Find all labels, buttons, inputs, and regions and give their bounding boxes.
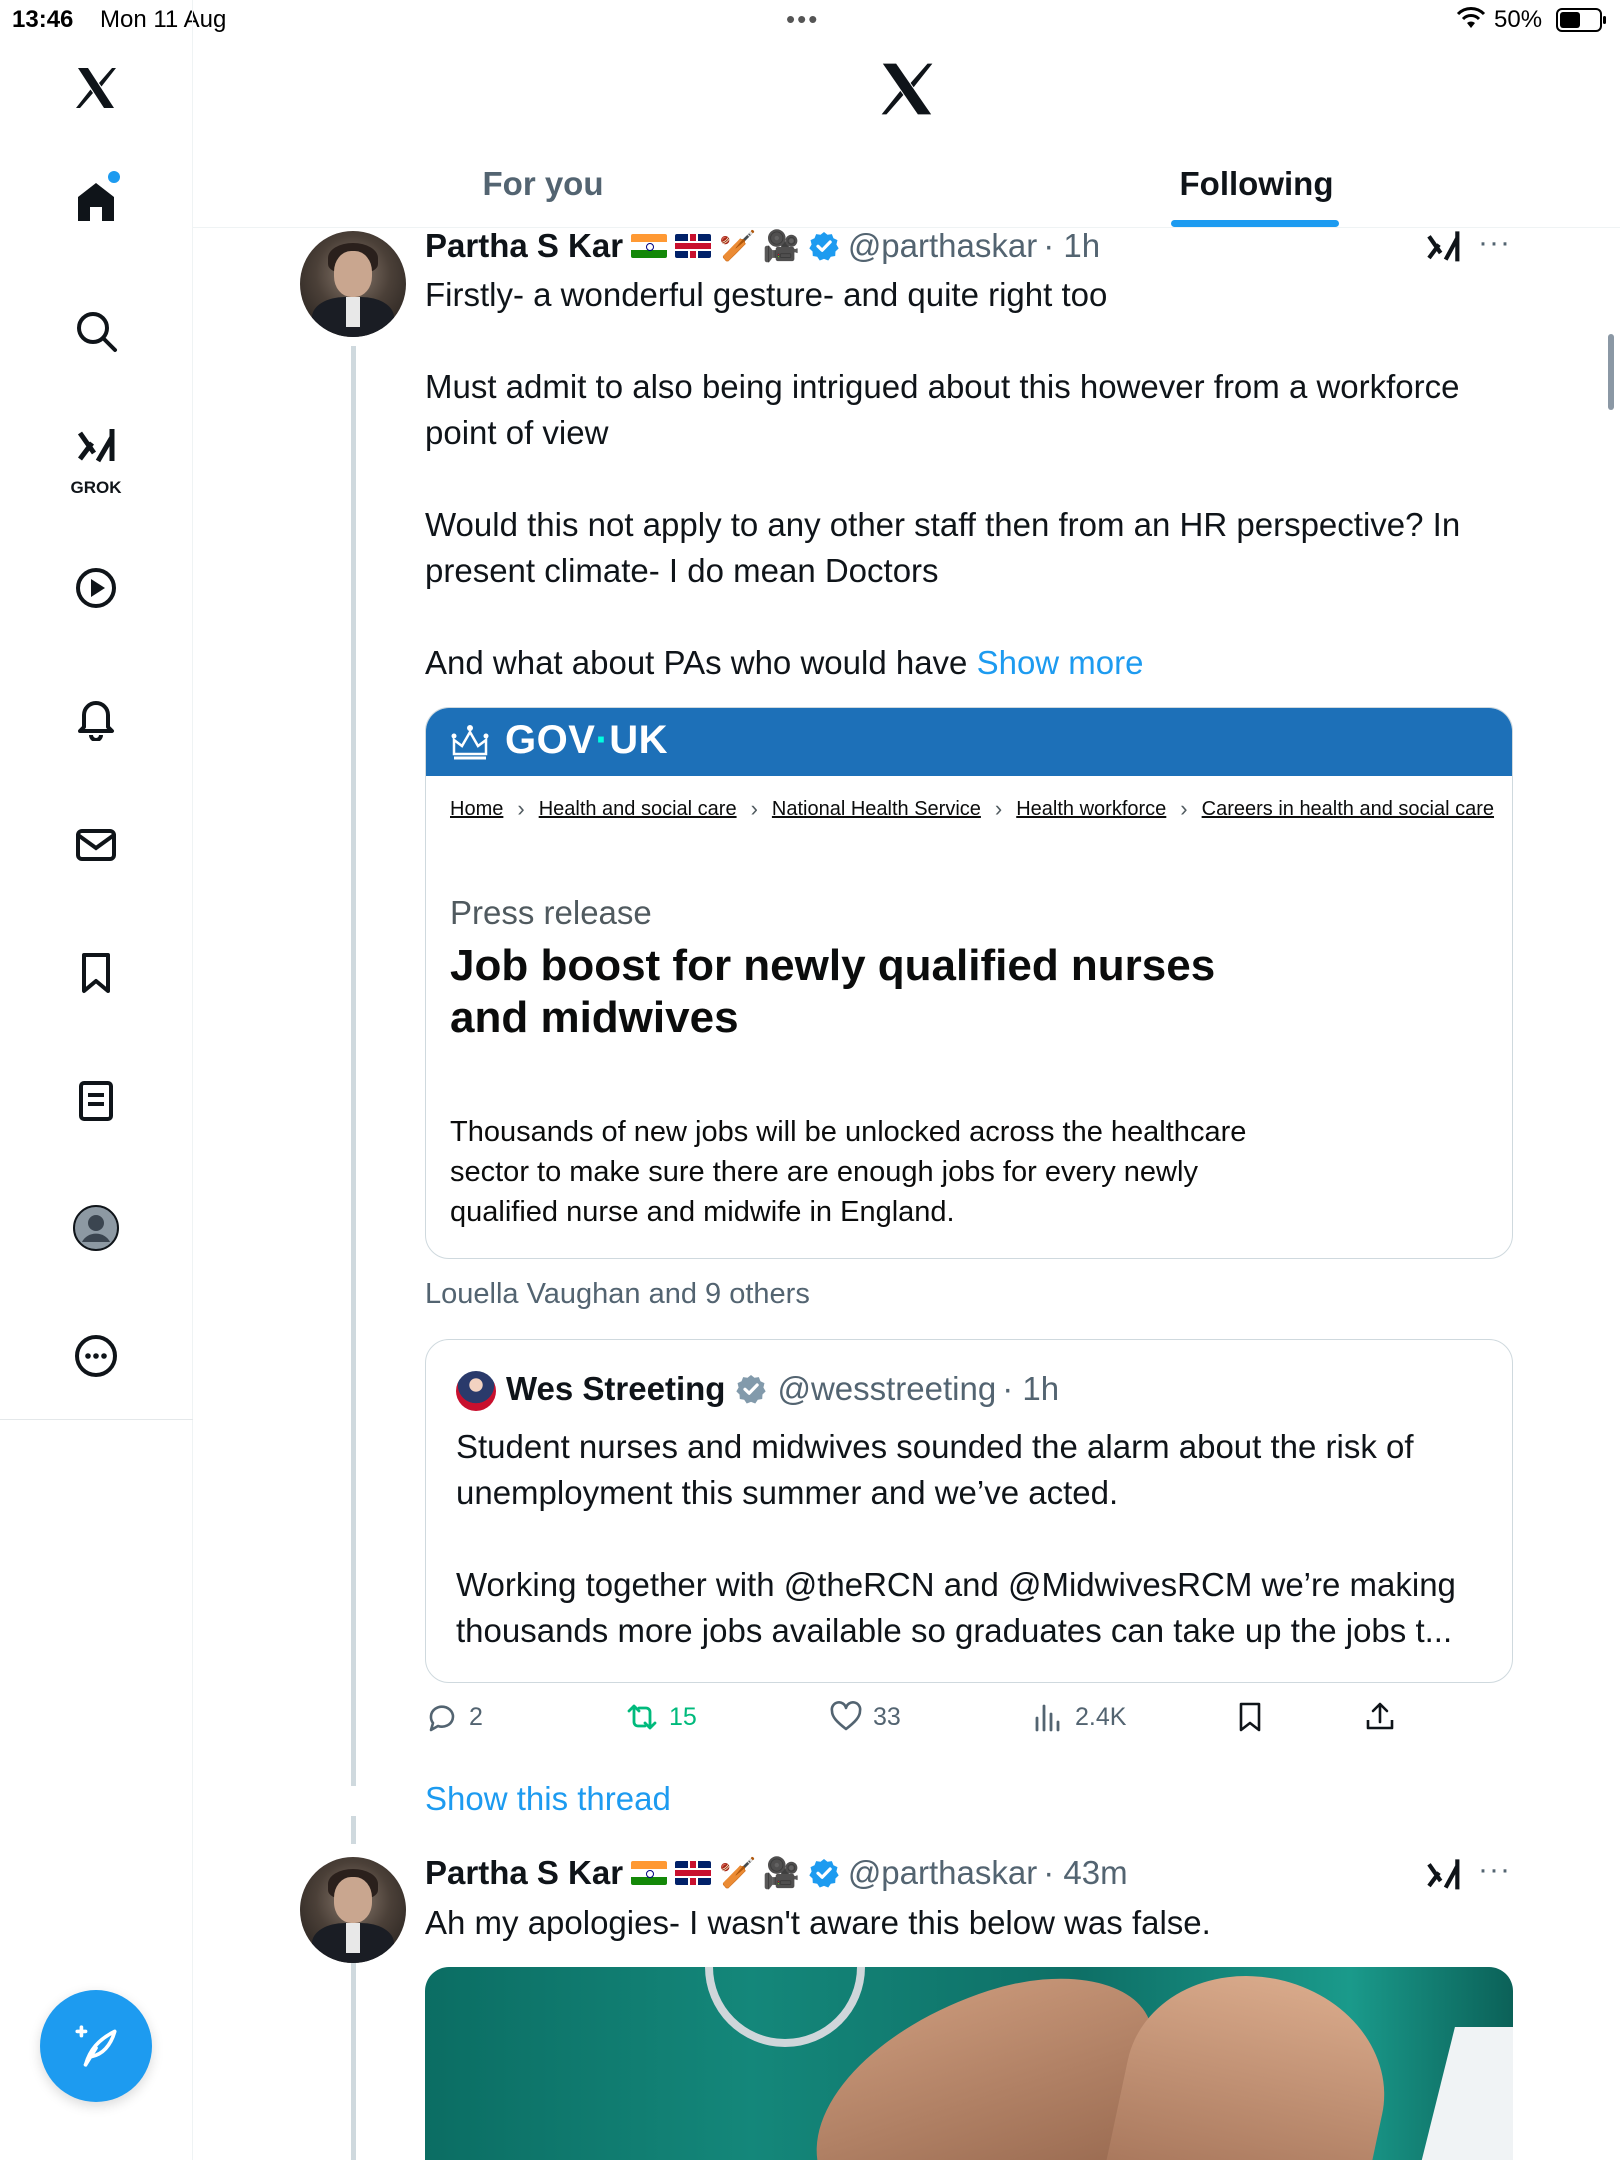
sidebar-divider	[0, 1419, 193, 1420]
tweet-text	[425, 272, 1525, 686]
view-count: 2.4K	[1075, 1702, 1127, 1731]
reply-button[interactable]	[425, 1700, 483, 1734]
camera-icon: 🎥	[762, 229, 800, 263]
india-flag-icon	[631, 1861, 667, 1885]
avatar[interactable]	[300, 231, 406, 337]
views-chart-icon	[1031, 1700, 1065, 1734]
x-logo-header-icon[interactable]	[876, 60, 938, 118]
cricket-icon: 🏏	[719, 1856, 757, 1890]
reply-icon	[425, 1700, 459, 1734]
quoted-tweet[interactable]	[425, 1339, 1513, 1683]
breadcrumb-careers: Careers in health and social care	[1201, 797, 1495, 820]
quote-time: · 1h	[1002, 1370, 1060, 1407]
breadcrumb-home: Home	[450, 797, 504, 820]
author-name[interactable]: Partha S Kar	[425, 1854, 624, 1891]
multitask-dots-icon[interactable]: •••	[786, 4, 820, 34]
home-icon[interactable]	[56, 161, 136, 241]
tweet-header	[425, 1853, 1128, 1893]
show-thread-link[interactable]: Show this thread	[425, 1780, 671, 1817]
tweet-header	[425, 226, 1100, 266]
bookmark-small-icon	[1233, 1700, 1267, 1734]
like-count: 33	[873, 1702, 901, 1731]
author-name[interactable]: Partha S Kar	[425, 227, 624, 264]
reply-count: 2	[469, 1702, 483, 1731]
breadcrumb-health: Health and social care	[538, 797, 737, 820]
tweet-time[interactable]: · 1h	[1043, 227, 1101, 264]
liked-by[interactable]: Louella Vaughan and 9 others	[425, 1278, 810, 1310]
bell-icon[interactable]	[56, 677, 136, 757]
breadcrumb-workforce: Health workforce	[1016, 797, 1167, 820]
tweet-body: Firstly- a wonderful gesture- and quite right too Must admit to also being intrigued about this however from a workforce point of view Would this not apply to any other staff then from an HR perspective? In present climate- I do mean Doctors And what about PAs who would have	[425, 276, 1461, 681]
list-icon[interactable]	[56, 1061, 136, 1141]
card-description: Thousands of new jobs will be unlocked across the healthcare sector to make sure there are enough jobs for every newly qualified nurse and midwife in England.	[450, 1116, 1247, 1228]
share-button[interactable]	[1363, 1700, 1407, 1734]
show-more-link[interactable]: Show more	[976, 644, 1144, 681]
post-image[interactable]	[425, 1967, 1513, 2160]
breadcrumb-nhs: National Health Service	[771, 797, 981, 820]
card-title: Job boost for newly qualified nurses and midwives	[450, 941, 1216, 1042]
sidebar	[0, 0, 193, 2160]
repost-button[interactable]	[625, 1700, 697, 1734]
status-bar	[0, 0, 1620, 40]
x-logo-icon[interactable]	[56, 48, 136, 128]
views-button[interactable]	[1031, 1700, 1126, 1734]
quote-avatar	[456, 1371, 496, 1411]
scrollbar[interactable]	[1608, 334, 1614, 410]
more-options-icon[interactable]: ···	[1478, 1853, 1511, 1886]
battery-icon	[1556, 8, 1602, 32]
search-icon[interactable]	[56, 291, 136, 371]
active-tab-indicator	[1171, 220, 1339, 227]
heart-icon	[829, 1700, 863, 1734]
author-handle[interactable]: @parthaskar	[847, 1854, 1038, 1891]
avatar-icon[interactable]	[56, 1188, 136, 1268]
link-card[interactable]	[425, 707, 1513, 1259]
repost-count: 15	[669, 1702, 697, 1731]
mail-icon[interactable]	[56, 805, 136, 885]
camera-icon: 🎥	[762, 1856, 800, 1890]
tweet-actions	[425, 1700, 1525, 1750]
chevron-right-icon: ›	[517, 796, 525, 821]
tweet-time[interactable]: · 43m	[1043, 1854, 1128, 1891]
quote-author-name: Wes Streeting	[506, 1370, 726, 1407]
wifi-icon	[1456, 6, 1486, 30]
tab-for-you[interactable]: For you	[482, 165, 604, 202]
compose-feather-icon	[71, 2021, 121, 2071]
more-icon[interactable]	[56, 1316, 136, 1396]
grok-explain-icon[interactable]	[1424, 228, 1464, 268]
like-button[interactable]	[829, 1700, 901, 1734]
crown-icon	[448, 720, 492, 764]
chevron-right-icon: ›	[994, 796, 1003, 821]
uk-flag-icon	[675, 234, 711, 258]
status-time: 13:46	[12, 6, 74, 33]
quote-text: Student nurses and midwives sounded the alarm about the risk of unemployment this summer and we’ve acted. Working together with @theRCN and @MidwivesRCM we’re making thousands more jobs available so graduates can take up the jobs t...	[456, 1428, 1456, 1649]
verified-badge-icon	[808, 230, 840, 262]
battery-percent: 50%	[1494, 6, 1543, 33]
thread-line-lower	[351, 1962, 356, 2160]
notification-dot	[108, 171, 120, 183]
gov-uk-logo: GOV·UK	[505, 718, 669, 762]
author-handle[interactable]: @parthaskar	[847, 227, 1038, 264]
tab-following[interactable]: Following	[1179, 165, 1334, 202]
verified-badge-icon	[808, 1857, 840, 1889]
gov-uk-banner	[426, 708, 1513, 776]
thread-line-connector	[351, 1816, 356, 1844]
cricket-icon: 🏏	[719, 229, 757, 263]
india-flag-icon	[631, 234, 667, 258]
grok-icon[interactable]	[56, 418, 136, 502]
repost-icon	[625, 1700, 659, 1734]
status-date: Mon 11 Aug	[100, 6, 227, 33]
breadcrumb	[450, 796, 1494, 822]
grok-label: GROK	[70, 478, 122, 497]
quote-author-handle: @wesstreeting	[777, 1370, 997, 1407]
timeline-tabs	[193, 140, 1620, 228]
quote-header	[506, 1370, 1059, 1408]
play-icon[interactable]	[56, 548, 136, 628]
grok-explain-icon[interactable]	[1424, 1856, 1464, 1896]
bookmark-icon[interactable]	[56, 933, 136, 1013]
chevron-right-icon: ›	[750, 796, 758, 821]
avatar[interactable]	[300, 1857, 406, 1963]
bookmark-button[interactable]	[1233, 1700, 1277, 1734]
card-label: Press release	[450, 894, 652, 931]
share-icon	[1363, 1700, 1397, 1734]
more-options-icon[interactable]: ···	[1478, 226, 1511, 259]
uk-flag-icon	[675, 1861, 711, 1885]
chevron-right-icon: ›	[1180, 796, 1188, 821]
tweet-text: Ah my apologies- I wasn't aware this below was false.	[425, 1904, 1211, 1941]
compose-post-button[interactable]	[40, 1990, 152, 2102]
thread-line	[351, 346, 356, 1786]
verified-gray-badge-icon	[735, 1373, 767, 1405]
